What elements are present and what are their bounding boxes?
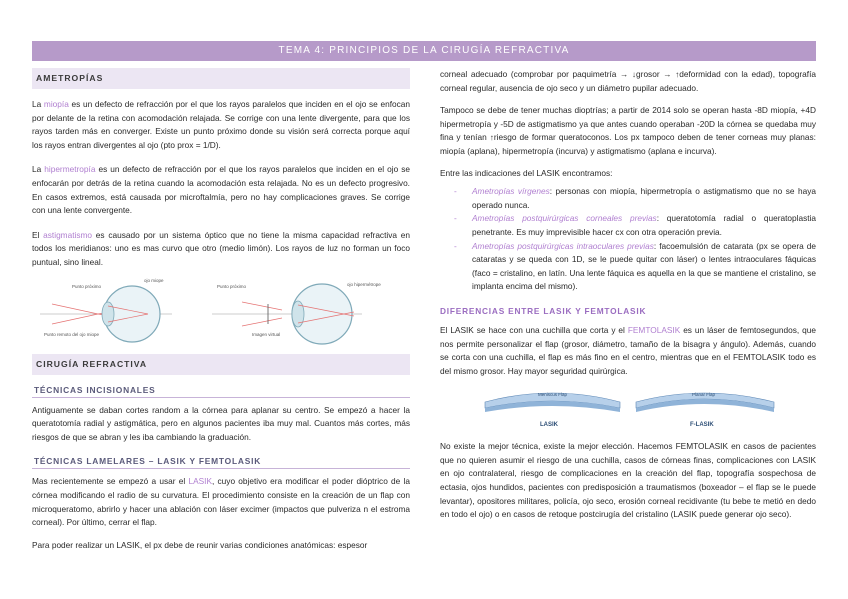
list-item: - Ametropías vírgenes: personas con miopía, hipermetropía o astigmatismo que no se haya operado nunca. [454, 185, 816, 212]
list-item: - Ametropías postquirúrgicas intraoculares previas: facoemulsión de catarata (px se opera de cataratas y se queda con 1D, se le puede quitar con láser) o lentes intraoculares fáquicas (faco = cristalino, en latín. Una lente fáquica es aquella en la que se mantiene el cristalino, se implanta encima del mismo). [454, 240, 816, 294]
paragraph-conclusion: No existe la mejor técnica, existe la mejor elección. Hacemos FEMTOLASIK en casos de pacientes que no quieren asumir el riesgo de una cuchilla, casos de córneas finas, complicaciones con LASIK en ojo contralateral, riesgo de complicaciones en la creación del flap, topografía sospechosa de ectasia, ojos hundidos, pacientes con predisposición a traumatismos (boxeador – el flap se le puede levantar), opositores militares, policía, ojo seco, erosión corneal recidivante (tu bebe te metió en dedo en todo el ojo) o en casos de retoque postcirugía del cristalino (LASIK puede generar ojo seco). [440, 441, 816, 520]
right-column [440, 68, 816, 522]
indicaciones-list [440, 185, 816, 294]
paragraph-condiciones: Para poder realizar un LASIK, el px debe de reunir varias condiciones anatómicas: espesor [32, 539, 368, 550]
paragraph-dioptrias: Tampoco se debe de tener muchas dioptrías; a partir de 2014 solo se operan hasta -8D miopía, +4D hipermetropía y -5D de astigmatismo ya que antes cuando operaban -20D la córnea se quedaba muy fina y tenían ↑riesgo de formar queratoconos. Los px tampoco deben de tener corneas muy planas: miopía (aplana), hipermetropía (incurva) y astigmatismo (aplana e incurva). [440, 105, 816, 156]
label-punto-proximo-a: Punto próximo [72, 283, 102, 289]
paragraph-diferencias: El LASIK se hace con una cuchilla que corta y el FEMTOLASIK es un láser de femtosegundos, que nos permite personalizar el flap (grosor, diámetro, tamaño de la bisagra y ángulo). Además, cuando se corta con una cuchilla, el flap es más fino en el centro, mientras que en el FEMTOLASIK todo es del mismo grosor. Hay mayor seguridad quirúrgica. [440, 324, 816, 376]
subheading-incisionales: TÉCNICAS INCISIONALES [32, 382, 410, 398]
label-imagen-virtual: Imagen virtual [252, 331, 281, 337]
paragraph-lasik: Mas recientemente se empezó a usar el LASIK, cuyo objetivo era modificar el poder dióptrico de la córnea modificando el radio de su curvatura. El procedimiento consiste en la creación de un flap con microqueratomo, abrirlo y hacer una ablación con láser excimer (impactos que pulveriza n el estroma corneal). Por último, cerrar el flap. [32, 476, 410, 528]
eye-refraction-figure [32, 276, 410, 346]
subheading-diferencias: DIFERENCIAS ENTRE LASIK Y FEMTOLASIK [440, 305, 647, 316]
term-miopia: miopía [43, 99, 69, 109]
paragraph-continuation: corneal adecuado (comprobar por paquimetría → ↓grosor → ↑deformidad con la edad), topografía corneal regular, ausencia de ojo seco y un diámetro pupilar adecuado. [440, 69, 816, 93]
term-femtolasik: FEMTOLASIK [627, 324, 681, 335]
label-meniscus-flap: Meniscus Flap [538, 392, 568, 398]
subheading-lamelares: TÉCNICAS LAMELARES – LASIK Y FEMTOLASIK [32, 453, 410, 469]
hyperopic-eye-diagram [212, 282, 381, 344]
label-planar-flap: Planar Flap [692, 392, 716, 398]
flap-comparison-figure [440, 382, 816, 432]
list-item: - Ametropías postquirúrgicas corneales previas: queratotomía radial o queratoplastia penetrante. Es muy imprevisible hacer cx con otra operación previa. [454, 212, 816, 239]
myopic-eye-diagram [40, 278, 172, 342]
label-flasik: F-LASIK [690, 422, 714, 429]
paragraph-incisionales: Antiguamente se daban cortes random a la córnea para aplanar su centro. Se empezó a hacer la queratotomía radial y astigmática, pero en algunos pacientes iba muy mal. Cuantos más cortes, más riesgos de que se abran y les iba cambiando la graduación. [32, 404, 410, 442]
label-ojo-hipermetrope: ojo hipermétrope [347, 281, 381, 287]
paragraph-indicaciones-intro: Entre las indicaciones del LASIK encontramos: [440, 167, 613, 178]
paragraph-hipermetropia: La hipermetropía es un defecto de refracción por el que los rayos paralelos que inciden en el ojo se enfocarán por detrás de la retina cuando la acomodación esta relajada. No es un defecto progresivo. En casos extremos, está causada por microftalmía, pero no hay complicaciones graves. Se corrige con una lente convergente. [32, 164, 410, 216]
paragraph-miopia: La miopía es un defecto de refracción por el que los rayos paralelos que inciden en el ojo se enfocan por delante de la retina con acomodación relajada. Se corrige con una lente divergente, para que los rayos tarden más en converger. Existe un punto próximo donde su visión será correcta porque aquí los rayos entran divergentes al ojo (pto prox = 1/D). [32, 99, 410, 150]
term-astigmatismo: astigmatismo [43, 229, 93, 240]
page-banner: TEMA 4: PRINCIPIOS DE LA CIRUGÍA REFRACTIVA [32, 41, 816, 61]
label-punto-remoto: Punto remoto del ojo miope [44, 331, 100, 337]
term-hipermetropia: hipermetropía [44, 164, 96, 175]
eye-diagram [32, 276, 410, 346]
section-heading-ametropias: AMETROPÍAS [32, 68, 410, 89]
term-lasik: LASIK [188, 476, 212, 487]
section-heading-cirugia: CIRUGÍA REFRACTIVA [32, 354, 410, 375]
planar-flap [636, 392, 774, 428]
flap-diagram [440, 382, 816, 432]
left-column [32, 68, 410, 552]
label-ojo-miope: ojo miope [144, 277, 164, 283]
meniscus-flap [485, 392, 620, 428]
label-lasik: LASIK [540, 422, 558, 429]
label-punto-proximo-b: Punto próximo [217, 283, 247, 289]
paragraph-astigmatismo: El astigmatismo es causado por un sistema óptico que no tiene la misma capacidad refractiva en todos los meridianos: uno es mas curvo que otro (medio limón). Los rayos de luz no forman un foco puntual, sino lineal. [32, 229, 410, 267]
